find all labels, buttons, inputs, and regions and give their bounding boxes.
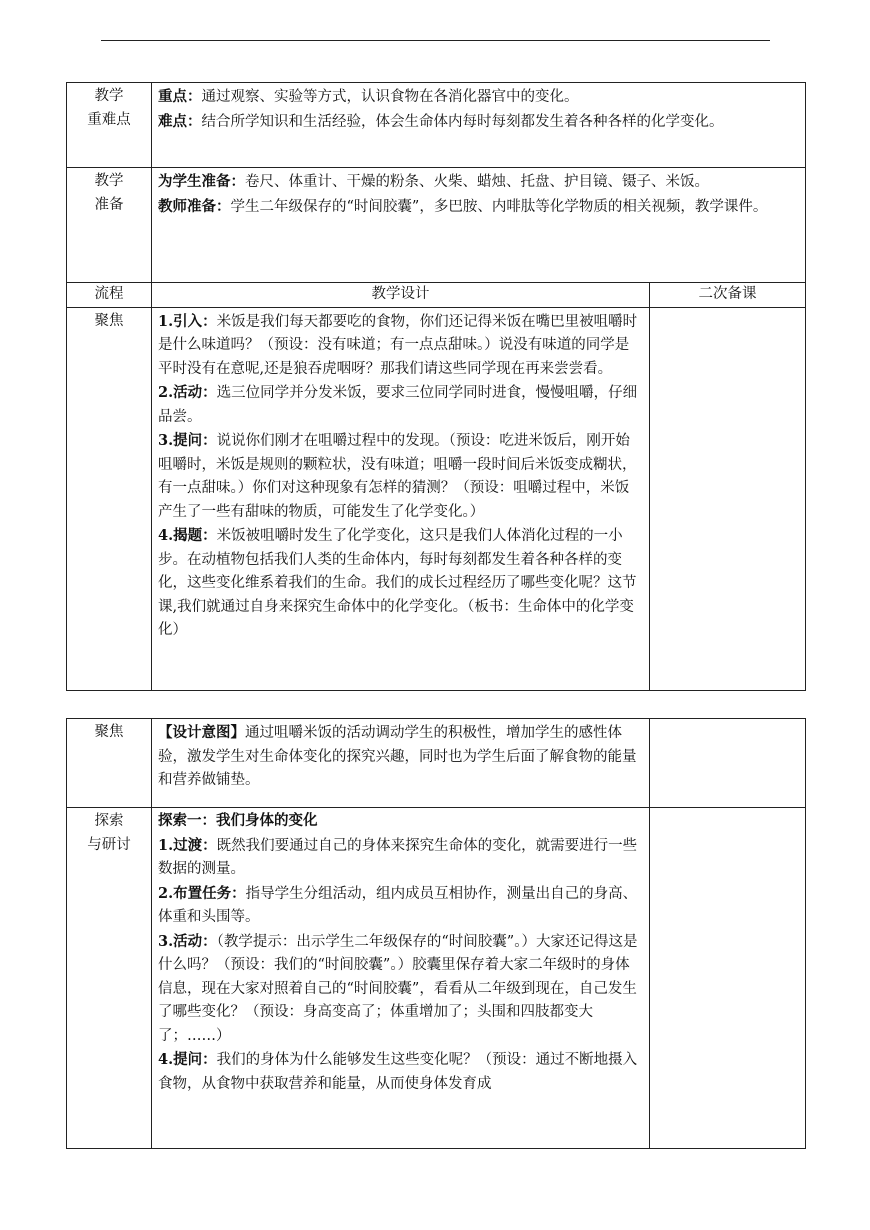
row-column-headers: [67, 283, 806, 308]
header-process: 流程: [67, 283, 152, 308]
header-teaching-design: 教学设计: [152, 283, 650, 308]
difficult-point: 难点：结合所学知识和生活经验，体会生命体内每时每刻都发生着各种各样的化学变化。: [158, 112, 724, 130]
row-preparation: [67, 168, 806, 283]
explore-item-task: 2.布置任务：指导学生分组活动，组内成员互相协作，测量出自己的身高、体重和头围等。: [158, 884, 638, 925]
focus-item-activity: 2.活动：选三位同学并分发米饭，要求三位同学同时进食，慢慢咀嚼，仔细品尝。: [158, 384, 638, 425]
row-key-difficult-points: [67, 83, 806, 168]
design-intent: 【设计意图】通过咀嚼米饭的活动调动学生的积极性，增加学生的感性体验，激发学生对生命体变化的探究兴趣，同时也为学生后面了解食物的能量和营养做铺垫。: [158, 724, 637, 788]
header-rule: [101, 40, 770, 41]
preparation-content: [152, 168, 806, 283]
header-secondary-preparation: 二次备课: [650, 283, 806, 308]
explore-secondary-notes: [650, 808, 806, 1149]
focus-secondary-notes: [650, 307, 806, 690]
label-preparation: 教学 准备: [67, 168, 152, 283]
key-point: 重点：通过观察、实验等方式，认识食物在各消化器官中的变化。: [158, 88, 579, 105]
row-focus: [67, 307, 806, 690]
label-focus: 聚焦: [67, 307, 152, 690]
key-difficult-content: [152, 83, 806, 168]
teacher-preparation: 教师准备：学生二年级保存的“时间胶囊”，多巴胺、内啡肽等化学物质的相关视频，教学课件。: [158, 197, 768, 215]
label-key-difficult-points: 教学 重难点: [67, 83, 152, 168]
focus-item-intro: 1.引入：米饭是我们每天都要吃的食物，你们还记得米饭在嘴巴里被咀嚼时是什么味道吗？（预设：没有味道；有一点点甜味。）说没有味道的同学是平时没有在意呢,还是狼吞虎咽呀？那我们请这些同学现在再来尝尝看。: [158, 312, 638, 377]
lesson-plan-table-1: [66, 82, 806, 691]
focus-intent-secondary-notes: [650, 719, 806, 808]
explore-content: [152, 808, 650, 1149]
row-focus-intent: [67, 719, 806, 808]
explore-item-transition: 1.过渡：既然我们要通过自己的身体来探究生命体的变化，就需要进行一些数据的测量。: [158, 836, 638, 877]
design-intent-content: [152, 719, 650, 808]
row-explore-discuss: [67, 808, 806, 1149]
focus-item-question: 3.提问：说说你们刚才在咀嚼过程中的发现。（预设：吃进米饭后，刚开始咀嚼时，米饭是规则的颗粒状，没有味道；咀嚼一段时间后米饭变成糊状，有一点甜味。）你们对这种现象有怎样的猜测？（预设：咀嚼过程中，米饭产生了一些有甜味的物质，可能发生了化学变化。）: [158, 432, 637, 520]
focus-content: [152, 307, 650, 690]
focus-item-reveal: 4.揭题：米饭被咀嚼时发生了化学变化，这只是我们人体消化过程的一小步。在动植物包括我们人类的生命体内，每时每刻都发生着各种各样的变化，这些变化维系着我们的生命。我们的成长过程经历了哪些变化呢？这节课,我们就通过自身来探究生命体中的化学变化。（板书：生命体中的化学变化）: [158, 527, 637, 638]
lesson-plan-table-2: [66, 718, 806, 1149]
label-focus-2: 聚焦: [67, 719, 152, 808]
student-preparation: 为学生准备：卷尺、体重计、干燥的粉条、火柴、蜡烛、托盘、护目镜、镊子、米饭。: [158, 173, 709, 190]
explore-item-question: 4.提问：我们的身体为什么能够发生这些变化呢？（预设：通过不断地摄入食物，从食物中获取营养和能量，从而使身体发育成: [158, 1051, 638, 1092]
explore-item-activity: 3.活动：（教学提示：出示学生二年级保存的“时间胶囊”。）大家还记得这是什么吗？（预设：我们的“时间胶囊”。）胶囊里保存着大家二年级时的身体信息，现在大家对照着自己的“时间胶囊”，看看从二年级到现在，自己发生了哪些变化？（预设：身高变高了；体重增加了；头围和四肢都变大了；……）: [158, 932, 638, 1044]
explore-heading: 探索一：我们身体的变化: [158, 813, 318, 829]
label-explore-discuss: 探索 与研讨: [67, 808, 152, 1149]
